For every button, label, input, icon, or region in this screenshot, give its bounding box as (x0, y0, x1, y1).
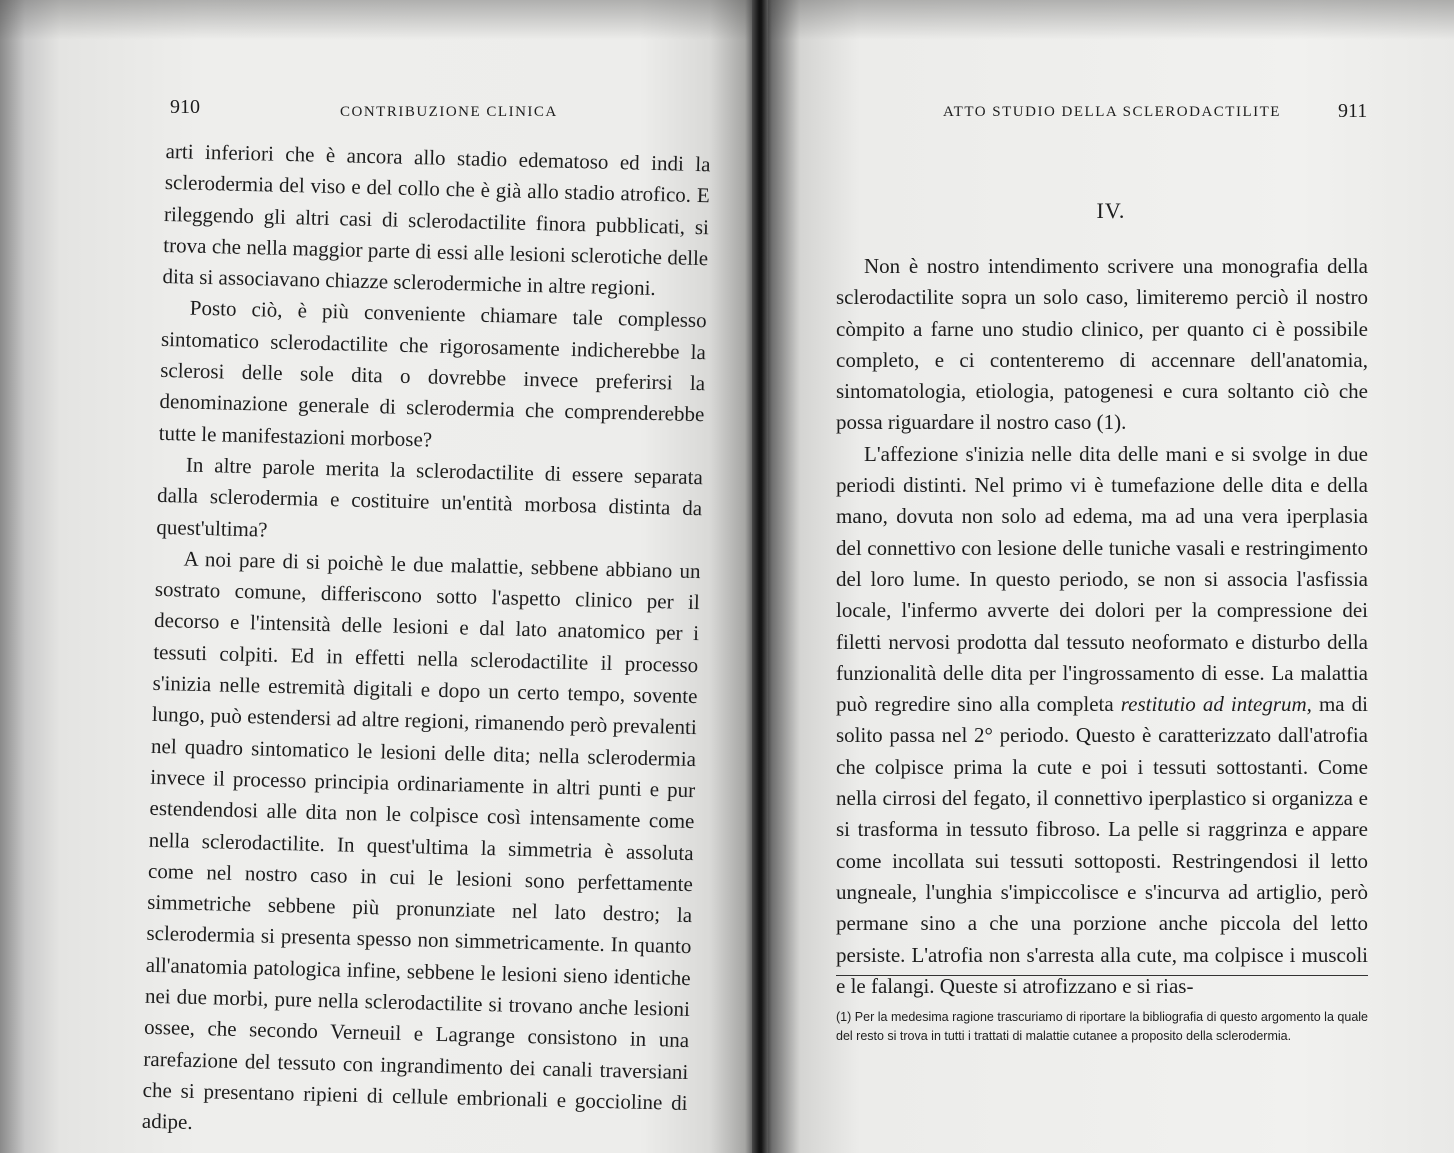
footnote-rule (836, 975, 1368, 976)
right-paragraph-2 (836, 439, 1368, 1002)
book-gutter (752, 0, 768, 1153)
left-body-text (142, 136, 711, 1151)
right-page (768, 0, 1454, 1153)
right-page-number: 911 (1338, 100, 1368, 122)
footnote: (1) Per la medesima ragione trascuriamo di riportare la bibliografia di questo argomento la quale del resto si trova in tutti i trattati di malattie cutanee a proposito della sclerodermia. (836, 1010, 1368, 1043)
section-heading: IV. (1096, 198, 1126, 223)
left-page-number: 910 (170, 96, 200, 118)
right-running-head: ATTO STUDIO DELLA SCLERODACTILITE (943, 104, 1281, 120)
right-body-text (836, 251, 1368, 1002)
left-paragraph-4: A noi pare di si poichè le due malattie, sebbene abbiano un sostrato comune, differiscono sotto l'aspetto clinico per il decorso e l'intensità delle lesioni e dal lato anatomico per i tessuti colpiti. Ed in effetti nella sclerodactilite il processo s'inizia nelle estremità digitali e dopo un certo tempo, sovente lungo, può estendersi ad altre regioni, rimanendo però prevalenti nel quadro sintomatico le lesioni delle dita; nella sclerodermia invece il processo principia ordinariamente in altri punti e pur estendendosi alle dita non le colpisce così intensamente come nella sclerodactilite. In quest'ultima la simmetria è assoluta come nel nostro caso in cui le lesioni sono perfettamente simmetriche sebbene più pronunziate nel lato destro; la sclerodermia si presenta spesso non simmetricamente. In quanto all'anatomia patologica infine, sebbene le lesioni sieno identiche nei due morbi, pure nella sclerodactilite si trovano anche lesioni ossee, che secondo Verneuil e Lagrange consistono in una rarefazione del tessuto con ingrandimento dei canali traversiani che si presentano ripieni di cellule embrionali e goccioline di adipe. (141, 546, 701, 1135)
latin-phrase: restitutio ad integrum, (1120, 692, 1312, 717)
right-paragraph-1: Non è nostro intendimento scrivere una monografia della sclerodactilite sopra un solo caso, limiteremo perciò il nostro còmpito a farne uno studio clinico, per quanto ci è possibile completo, e ci contenteremo di accennare dell'anatomia, sintomatologia, etiologia, patogenesi e cura soltanto ciò che possa riguardare il nostro caso (1). (836, 254, 1368, 435)
right-paragraph-2-part-2: ma di solito passa nel 2° periodo. Questo è caratterizzato dall'atrofia che colpisce prima la cute e poi i tessuti sottostanti. Come nella cirrosi del fegato, il connettivo iperplastico si organizza e si trasforma in tessuto fibroso. La pelle si raggrinza e appare come incollata sui tessuti sottoposti. Restringendosi il letto ungneale, l'unghia s'impiccolisce e s'incurva ad artiglio, però permane sino a che una porzione anche piccola del letto persiste. L'atrofia non s'arresta alla cute, ma colpisce i muscoli e le falangi. Queste si atrofizzano e si rias- (836, 692, 1368, 998)
left-running-head: CONTRIBUZIONE CLINICA (340, 104, 558, 120)
left-paragraph-3: In altre parole merita la sclerodactilite di essere separata dalla sclerodermia e costituire un'entità morbosa distinta da quest'ultima? (156, 452, 704, 542)
right-paragraph-2-part-1: L'affezione s'inizia nelle dita delle mani e si svolge in due periodi distinti. Nel primo vi è tumefazione delle dita e della mano, dovuta non solo ad edema, ma ad una vera iperplasia del connettivo con lesione delle tuniche vasali e restringimento del loro lume. In questo periodo, se non si associa l'asfissia locale, l'infermo avverte dei dolori per la compressione dei filetti nervosi prodotta dal tessuto neoformato e disturbo della funzionalità delle dita per l'ingrossamento di esse. La malattia può regredire sino alla completa (836, 441, 1368, 717)
left-paragraph-2: Posto ciò, è più conveniente chiamare tale complesso sintomatico sclerodactilite che rigorosamente indicherebbe la sclerosi delle sole dita o dovrebbe invece preferirsi la denominazione generale di sclerodermia che comprenderebbe tutte le manifestazioni morbose? (158, 296, 707, 452)
left-paragraph-1: arti inferiori che è ancora allo stadio edematoso ed indi la sclerodermia del viso e del collo che è già allo stadio atrofico. E rileggendo gli altri casi di sclerodactilite finora pubblicati, si trova che nella maggior parte di essi alle lesioni sclerotiche delle dita si associavano chiazze sclerodermiche in altre regioni. (162, 138, 711, 301)
